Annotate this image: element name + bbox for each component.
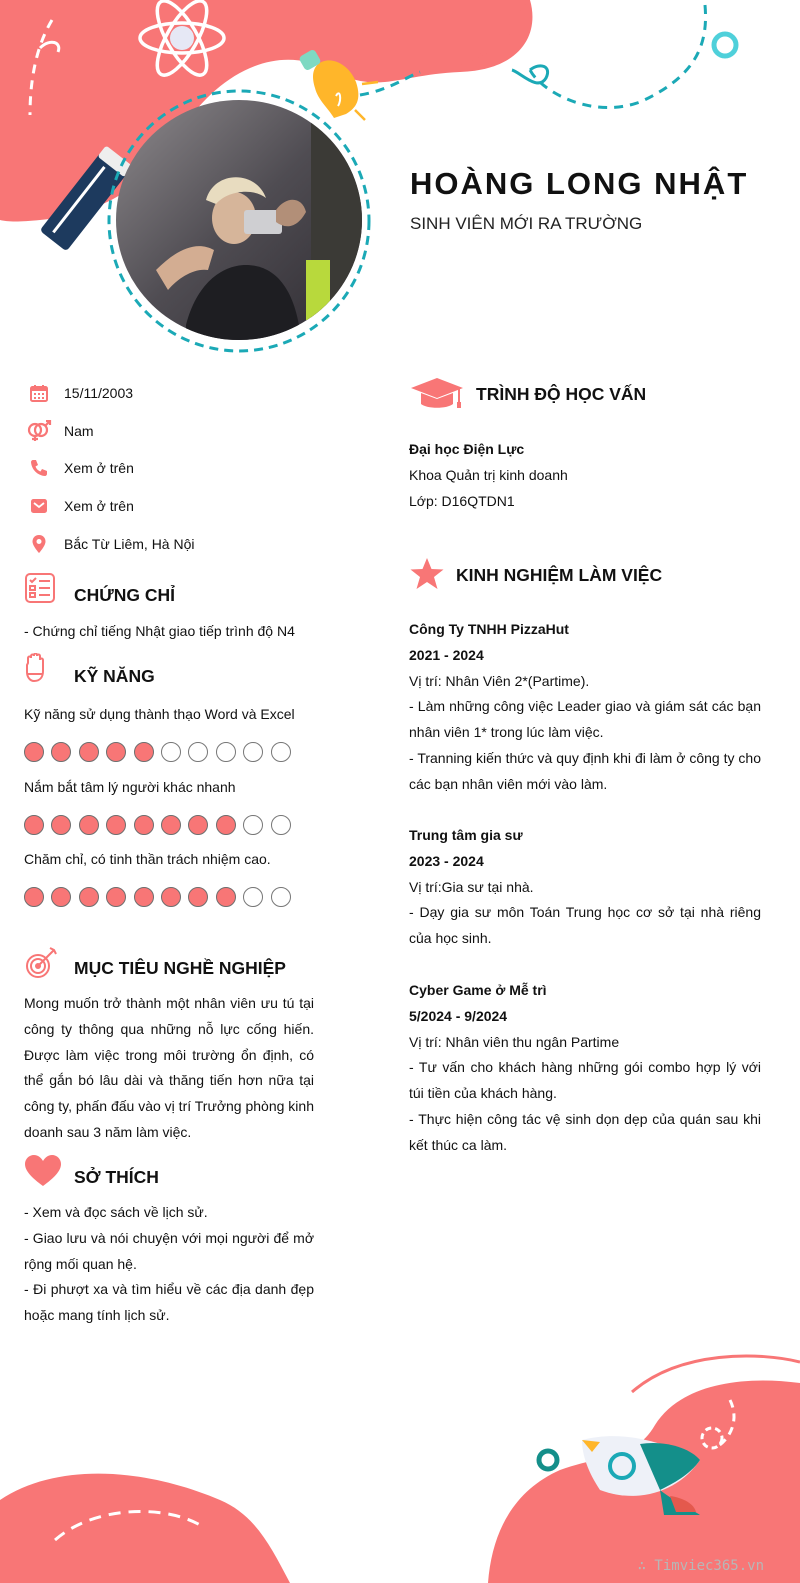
certificate-list-icon	[24, 572, 56, 609]
education-heading: TRÌNH ĐỘ HỌC VẤN	[476, 384, 647, 404]
company-name: Cyber Game ở Mễ trì	[409, 982, 547, 998]
education-block	[409, 437, 568, 514]
rating-dot-filled	[161, 815, 181, 835]
rating-dot-filled	[51, 815, 71, 835]
job-line: - Tranning kiến thức và quy định khi đi làm ở công ty cho các bạn nhân viên mới vào làm.	[409, 749, 761, 792]
full-name: HOÀNG LONG NHẬT	[410, 166, 749, 201]
experience-heading: KINH NGHIỆM LÀM VIỆC	[456, 565, 663, 585]
rating-dot-filled	[79, 742, 99, 762]
rating-dot-filled	[51, 887, 71, 907]
rating-dot-empty	[271, 742, 291, 762]
skill-label: Chăm chỉ, có tinh thần trách nhiệm cao.	[24, 851, 271, 867]
job-period: 2021 - 2024	[409, 646, 484, 663]
rating-dot-empty	[271, 887, 291, 907]
star-icon	[409, 557, 445, 596]
watermark: ∴ Timviec365.vn	[637, 1558, 764, 1574]
rating-dot-filled	[106, 887, 126, 907]
skill-label: Kỹ năng sử dụng thành thạo Word và Excel	[24, 706, 295, 722]
contact-text: Xem ở trên	[64, 498, 134, 514]
target-icon	[24, 946, 58, 985]
skills-heading: KỸ NĂNG	[74, 666, 155, 686]
rating-dot-filled	[216, 887, 236, 907]
rating-dot-empty	[271, 815, 291, 835]
calendar-icon	[24, 382, 54, 404]
skill-rating-dots	[24, 815, 291, 835]
contact-birthdate	[24, 381, 133, 405]
email-icon	[24, 495, 54, 517]
certificate-item: - Chứng chỉ tiếng Nhật giao tiếp trình độ N4	[24, 623, 295, 639]
contact-email	[24, 494, 134, 518]
certificates-heading: CHỨNG CHỈ	[74, 585, 176, 605]
rating-dot-filled	[134, 742, 154, 762]
school-name: Đại học Điện Lực	[409, 441, 525, 457]
hand-fist-icon	[24, 653, 48, 690]
rating-dot-filled	[134, 815, 154, 835]
job-line: - Tư vấn cho khách hàng những gói combo hợp lý với túi tiền của khách hàng.	[409, 1059, 761, 1102]
job-line: Vị trí:Gia sư tại nhà.	[409, 878, 534, 895]
company-name: Trung tâm gia sư	[409, 827, 523, 843]
job-line: - Thực hiện công tác vệ sinh dọn dẹp của quán sau khi kết thúc ca làm.	[409, 1110, 761, 1153]
rating-dot-filled	[188, 887, 208, 907]
skill-label: Nắm bắt tâm lý người khác nhanh	[24, 779, 236, 795]
contact-gender	[24, 419, 94, 443]
job-line: - Dạy gia sư môn Toán Trung học cơ sở tại nhà riêng của học sinh.	[409, 904, 761, 947]
location-pin-icon	[24, 533, 54, 555]
contact-phone	[24, 456, 134, 480]
rating-dot-filled	[188, 815, 208, 835]
heart-icon	[24, 1154, 62, 1193]
skill-rating-dots	[24, 887, 291, 907]
job-line: - Làm những công việc Leader giao và giám sát các bạn nhân viên 1* trong lúc làm việc.	[409, 698, 761, 741]
job-entry	[409, 823, 761, 952]
hobbies-heading: SỞ THÍCH	[74, 1167, 159, 1187]
hobby-item: - Giao lưu và nói chuyện với mọi người để mở rộng mối quan hệ.	[24, 1229, 314, 1272]
hobby-item: - Xem và đọc sách về lịch sử.	[24, 1204, 208, 1220]
job-entry	[409, 978, 761, 1159]
graduation-cap-icon	[409, 376, 465, 417]
objective-heading: MỤC TIÊU NGHỀ NGHIỆP	[74, 958, 286, 978]
rating-dot-empty	[216, 742, 236, 762]
rating-dot-filled	[24, 742, 44, 762]
contact-text: Xem ở trên	[64, 460, 134, 476]
rating-dot-filled	[216, 815, 236, 835]
rating-dot-empty	[243, 887, 263, 907]
job-period: 2023 - 2024	[409, 852, 484, 869]
hobby-item: - Đi phượt xa và tìm hiểu về các địa danh đẹp hoặc mang tính lịch sử.	[24, 1281, 314, 1324]
contact-text: Nam	[64, 423, 94, 439]
job-period: 5/2024 - 9/2024	[409, 1007, 508, 1024]
rating-dot-filled	[24, 815, 44, 835]
contact-address	[24, 532, 195, 556]
job-entry	[409, 617, 761, 798]
gender-icon	[24, 420, 54, 442]
rating-dot-empty	[243, 742, 263, 762]
faculty: Khoa Quản trị kinh doanh	[409, 466, 568, 483]
contact-text: 15/11/2003	[64, 385, 134, 401]
rating-dot-empty	[188, 742, 208, 762]
class-code: Lớp: D16QTDN1	[409, 492, 515, 509]
rating-dot-empty	[243, 815, 263, 835]
rating-dot-filled	[134, 887, 154, 907]
objective-text: Mong muốn trở thành một nhân viên ưu tú tại công ty thông qua những nỗ lực cống hiến. Được làm việc trong môi trường ổn định, có thể gắn bó lâu dài và thăng tiến hơn nữa tại công ty, phấn đấu vào vị trí Trưởng phòng kinh doanh sau 3 năm làm việc.	[24, 995, 314, 1140]
rating-dot-filled	[79, 815, 99, 835]
job-line: Vị trí: Nhân Viên 2*(Partime).	[409, 672, 590, 689]
rating-dot-filled	[106, 815, 126, 835]
skill-rating-dots	[24, 742, 291, 762]
company-name: Công Ty TNHH PizzaHut	[409, 621, 569, 637]
rating-dot-filled	[79, 887, 99, 907]
job-title: SINH VIÊN MỚI RA TRƯỜNG	[410, 214, 643, 233]
job-line: Vị trí: Nhân viên thu ngân Partime	[409, 1033, 620, 1050]
phone-icon	[24, 457, 54, 479]
contact-text: Bắc Từ Liêm, Hà Nội	[64, 536, 195, 552]
rating-dot-filled	[106, 742, 126, 762]
rating-dot-filled	[51, 742, 71, 762]
rating-dot-filled	[161, 887, 181, 907]
hobbies-list	[24, 1200, 314, 1329]
avatar	[116, 100, 362, 340]
rating-dot-empty	[161, 742, 181, 762]
rating-dot-filled	[24, 887, 44, 907]
